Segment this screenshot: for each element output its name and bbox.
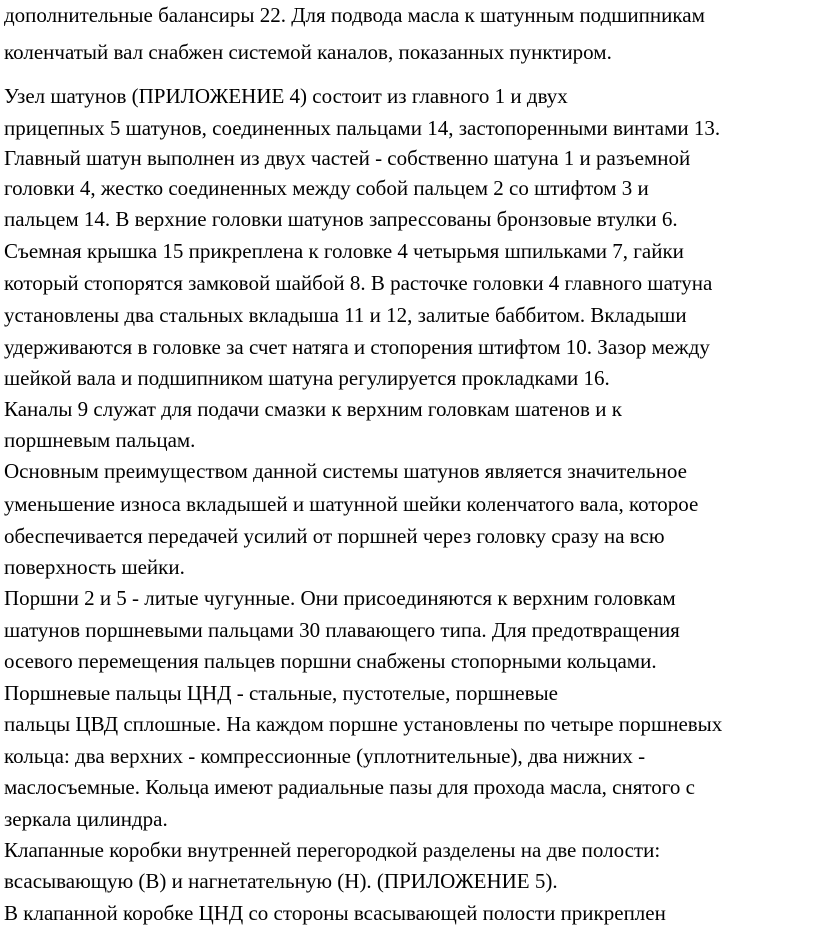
text-line: Клапанные коробки внутренней перегородкой разделены на две полости:: [4, 838, 661, 862]
text-line: В клапанной коробке ЦНД со стороны всасывающей полости прикреплен: [4, 901, 666, 925]
text-line: шейкой вала и подшипником шатуна регулируется прокладками 16.: [4, 366, 610, 390]
text-line: Поршни 2 и 5 - литые чугунные. Они присоединяются к верхним головкам: [4, 586, 676, 610]
text-line: дополнительные балансиры 22. Для подвода масла к шатунным подшипникам: [4, 3, 705, 27]
text-line: прицепных 5 шатунов, соединенных пальцами 14, застопоренными винтами 13.: [4, 116, 721, 140]
text-line: который стопорятся замковой шайбой 8. В расточке головки 4 главного шатуна: [4, 271, 713, 295]
text-line: Каналы 9 служат для подачи смазки к верхним головкам шатенов и к: [4, 397, 622, 421]
text-line: шатунов поршневыми пальцами 30 плавающего типа. Для предотвращения: [4, 618, 680, 642]
text-line: Съемная крышка 15 прикреплена к головке 4 четырьмя шпильками 7, гайки: [4, 239, 684, 263]
text-line: маслосъемные. Кольца имеют радиальные пазы для прохода масла, снятого с: [4, 775, 695, 799]
text-line: обеспечивается передачей усилий от поршней через головку сразу на всю: [4, 524, 665, 548]
text-line: установлены два стальных вкладыша 11 и 12, залитые баббитом. Вкладыши: [4, 303, 687, 327]
text-line: поршневым пальцам.: [4, 428, 196, 452]
text-line: поверхность шейки.: [4, 555, 185, 579]
text-line: всасывающую (В) и нагнетательную (Н). (ПРИЛОЖЕНИЕ 5).: [4, 869, 558, 893]
text-line: пальцы ЦВД сплошные. На каждом поршне установлены по четыре поршневых: [4, 712, 723, 736]
text-line: удерживаются в головке за счет натяга и стопорения штифтом 10. Зазор между: [4, 335, 710, 359]
text-line: осевого перемещения пальцев поршни снабжены стопорными кольцами.: [4, 649, 657, 673]
text-line: Узел шатунов (ПРИЛОЖЕНИЕ 4) состоит из главного 1 и двух: [4, 84, 568, 108]
text-line: уменьшение износа вкладышей и шатунной шейки коленчатого вала, которое: [4, 492, 699, 516]
text-line: Основным преимуществом данной системы шатунов является значительное: [4, 459, 687, 483]
text-line: пальцем 14. В верхние головки шатунов запрессованы бронзовые втулки 6.: [4, 207, 678, 231]
text-line: зеркала цилиндра.: [4, 807, 168, 831]
text-line: кольца: два верхних - компрессионные (уплотнительные), два нижних -: [4, 744, 646, 768]
text-line: коленчатый вал снабжен системой каналов, показанных пунктиром.: [4, 40, 612, 64]
text-line: головки 4, жестко соединенных между собой пальцем 2 со штифтом 3 и: [4, 176, 649, 200]
text-line: Поршневые пальцы ЦНД - стальные, пустотелые, поршневые: [4, 681, 558, 705]
text-line: Главный шатун выполнен из двух частей - собственно шатуна 1 и разъемной: [4, 146, 691, 170]
